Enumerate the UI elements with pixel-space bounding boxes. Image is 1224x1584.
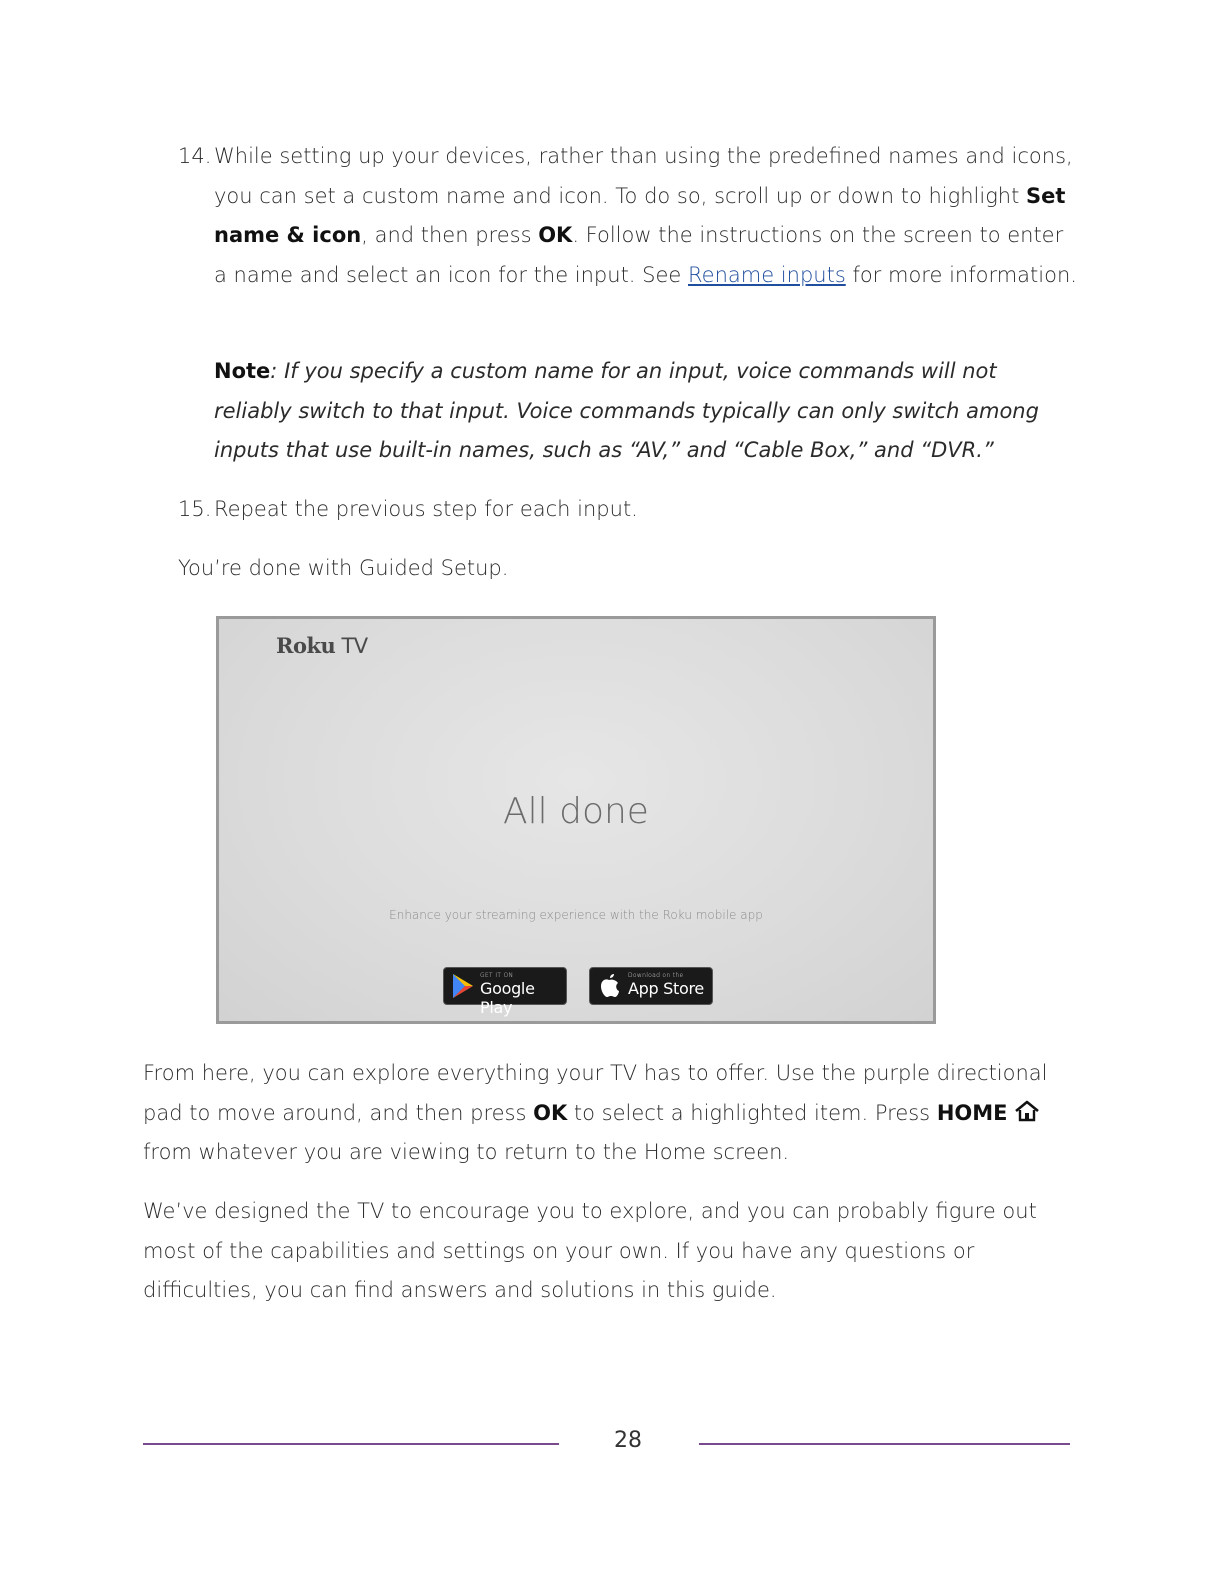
page-number: 28	[614, 1428, 642, 1453]
roku-tv-logo: Roku TV	[276, 633, 368, 658]
step-text: Repeat the previous step for each input.	[214, 497, 638, 521]
screen-title: All done	[503, 791, 649, 832]
note-text: If you specify a custom name for an input, voice commands will not reliably switch to that input. Voice commands typically can only switch among inputs that use built-in names, such as “AV,” and “Cable Box,” and “DVR.”	[214, 359, 1039, 462]
step-number: 15.	[178, 497, 212, 521]
note-label: Note	[214, 359, 271, 383]
step-number: 14.	[178, 144, 212, 168]
home-icon	[1014, 1100, 1040, 1122]
footer-rule-right	[699, 1443, 1070, 1445]
google-play-icon	[451, 973, 475, 999]
screen-subtitle: Enhance your streaming experience with the Roku mobile app	[389, 908, 763, 922]
rename-inputs-link[interactable]: Rename inputs	[688, 262, 846, 287]
home-key: HOME	[936, 1100, 1008, 1125]
footer-rule-left	[143, 1443, 559, 1445]
note: Note: If you specify a custom name for an input, voice commands will not reliably switch to that input. Voice commands typically can only switch among inputs that use built-in names, such as “AV,” and “Cable Box,” and “DVR.”	[214, 359, 1039, 462]
step-15	[178, 490, 1078, 530]
app-store-badge: Download on the App Store	[589, 967, 713, 1005]
ok-key: OK	[533, 1100, 568, 1125]
apple-icon	[598, 973, 620, 999]
designed-paragraph: We’ve designed the TV to encourage you to explore, and you can probably figure out most of the capabilities and settings on your own. If you have any questions or difficulties, you can find answers and solutions in this guide.	[143, 1199, 1037, 1302]
ok-key: OK	[538, 223, 573, 247]
all-done-screenshot	[216, 616, 936, 1024]
explore-paragraph: From here, you can explore everything your TV has to offer. Use the purple directional pad to move around, and then press OK to select a highlighted item. Press HOME from whatever you are viewing to return to the Home screen.	[143, 1061, 1048, 1164]
step-14	[178, 137, 1078, 295]
done-line: You’re done with Guided Setup.	[178, 556, 509, 580]
google-play-badge: GET IT ON Google Play	[443, 967, 567, 1005]
ui-term: Set name & icon	[214, 183, 1066, 247]
step-text: While setting up your devices, rather than using the predefined names and icons, you can set a custom name and icon. To do so, scroll up or down to highlight Set name & icon, and then press OK. Follow the instructions on the screen to enter a name and select an icon for the input. See Rename inputs for more information.	[214, 144, 1077, 287]
